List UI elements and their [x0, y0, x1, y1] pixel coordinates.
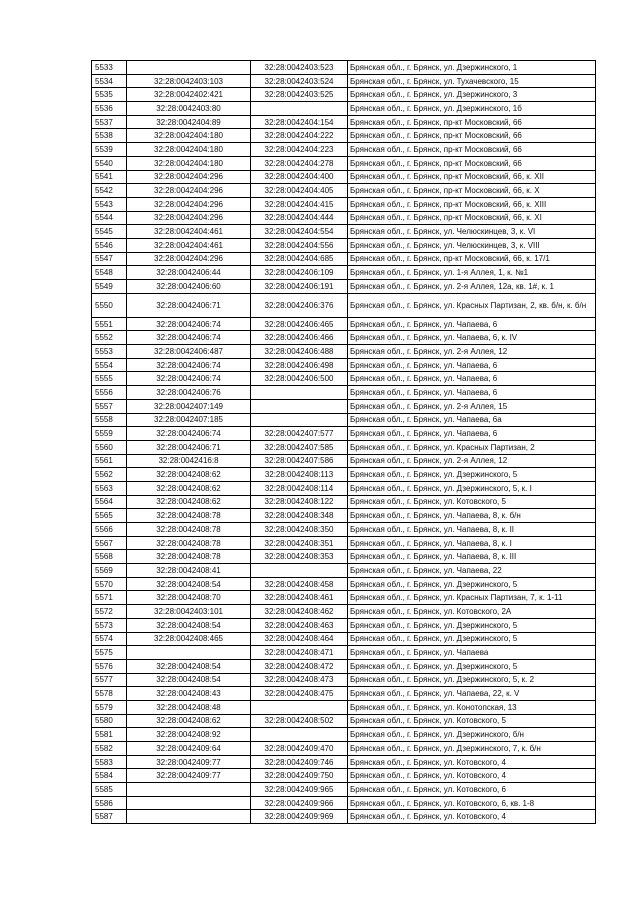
- object-cadastral-number-cell: 32:28:0042406:109: [251, 266, 348, 280]
- object-cadastral-number-cell: 32:28:0042409:470: [251, 742, 348, 756]
- table-row: [92, 755, 596, 769]
- row-number-cell: 5570: [92, 577, 127, 591]
- row-number-cell: 5557: [92, 399, 127, 413]
- land-cadastral-number-cell: 32:28:0042406:76: [127, 386, 251, 400]
- land-cadastral-number-cell: 32:28:0042408:62: [127, 481, 251, 495]
- row-number-cell: 5555: [92, 372, 127, 386]
- land-cadastral-number-cell: 32:28:0042403:80: [127, 102, 251, 116]
- row-number-cell: 5544: [92, 211, 127, 225]
- row-number-cell: 5581: [92, 728, 127, 742]
- address-cell: Брянская обл., г. Брянск, ул. Дзержинского, 5, к. 2: [348, 673, 596, 687]
- land-cadastral-number-cell: 32:28:0042402:421: [127, 88, 251, 102]
- table-row: [92, 577, 596, 591]
- land-cadastral-number-cell: 32:28:0042404:296: [127, 170, 251, 184]
- object-cadastral-number-cell: 32:28:0042403:524: [251, 74, 348, 88]
- object-cadastral-number-cell: [251, 700, 348, 714]
- row-number-cell: 5553: [92, 345, 127, 359]
- table-row: [92, 61, 596, 75]
- table-row: [92, 102, 596, 116]
- row-number-cell: 5547: [92, 252, 127, 266]
- row-number-cell: 5533: [92, 61, 127, 75]
- address-cell: Брянская обл., г. Брянск, пр-кт Московский, 66: [348, 143, 596, 157]
- table-row: [92, 399, 596, 413]
- land-cadastral-number-cell: 32:28:0042406:487: [127, 345, 251, 359]
- address-cell: Брянская обл., г. Брянск, пр-кт Московский, 66: [348, 156, 596, 170]
- object-cadastral-number-cell: 32:28:0042408:461: [251, 591, 348, 605]
- table-row: [92, 358, 596, 372]
- table-row: [92, 427, 596, 441]
- object-cadastral-number-cell: 32:28:0042408:475: [251, 687, 348, 701]
- address-cell: Брянская обл., г. Брянск, ул. 2-я Аллея, 15: [348, 399, 596, 413]
- row-number-cell: 5563: [92, 481, 127, 495]
- land-cadastral-number-cell: 32:28:0042408:70: [127, 591, 251, 605]
- row-number-cell: 5551: [92, 317, 127, 331]
- table-row: [92, 646, 596, 660]
- table-row: [92, 252, 596, 266]
- object-cadastral-number-cell: 32:28:0042408:462: [251, 605, 348, 619]
- row-number-cell: 5540: [92, 156, 127, 170]
- object-cadastral-number-cell: 32:28:0042408:353: [251, 550, 348, 564]
- land-cadastral-number-cell: 32:28:0042408:54: [127, 673, 251, 687]
- address-cell: Брянская обл., г. Брянск, ул. Котовского, 4: [348, 769, 596, 783]
- land-cadastral-number-cell: 32:28:0042406:71: [127, 440, 251, 454]
- row-number-cell: 5550: [92, 293, 127, 317]
- row-number-cell: 5536: [92, 102, 127, 116]
- table-row: [92, 74, 596, 88]
- land-cadastral-number-cell: 32:28:0042416:8: [127, 454, 251, 468]
- land-cadastral-number-cell: 32:28:0042408:62: [127, 495, 251, 509]
- object-cadastral-number-cell: 32:28:0042408:463: [251, 618, 348, 632]
- address-cell: Брянская обл., г. Брянск, ул. Чапаева, 8, к. II: [348, 523, 596, 537]
- row-number-cell: 5587: [92, 810, 127, 824]
- address-cell: Брянская обл., г. Брянск, пр-кт Московский, 66, к. XI: [348, 211, 596, 225]
- object-cadastral-number-cell: 32:28:0042408:502: [251, 714, 348, 728]
- table-row: [92, 714, 596, 728]
- table-row: [92, 700, 596, 714]
- table-row: [92, 783, 596, 797]
- table-row: [92, 372, 596, 386]
- object-cadastral-number-cell: 32:28:0042407:577: [251, 427, 348, 441]
- address-cell: Брянская обл., г. Брянск, пр-кт Московский, 66, к. XII: [348, 170, 596, 184]
- land-cadastral-number-cell: [127, 810, 251, 824]
- object-cadastral-number-cell: 32:28:0042408:113: [251, 468, 348, 482]
- object-cadastral-number-cell: 32:28:0042406:488: [251, 345, 348, 359]
- address-cell: Брянская обл., г. Брянск, ул. Конотопская, 13: [348, 700, 596, 714]
- row-number-cell: 5566: [92, 523, 127, 537]
- address-cell: Брянская обл., г. Брянск, ул. Красных Партизан, 7, к. 1-11: [348, 591, 596, 605]
- address-cell: Брянская обл., г. Брянск, ул. Дзержинского, б/н: [348, 728, 596, 742]
- row-number-cell: 5559: [92, 427, 127, 441]
- address-cell: Брянская обл., г. Брянск, ул. Чапаева, 22: [348, 564, 596, 578]
- row-number-cell: 5537: [92, 115, 127, 129]
- table-row: [92, 129, 596, 143]
- object-cadastral-number-cell: 32:28:0042406:498: [251, 358, 348, 372]
- table-row: [92, 156, 596, 170]
- object-cadastral-number-cell: 32:28:0042409:750: [251, 769, 348, 783]
- address-cell: Брянская обл., г. Брянск, ул. Дзержинского, 5: [348, 618, 596, 632]
- row-number-cell: 5580: [92, 714, 127, 728]
- object-cadastral-number-cell: 32:28:0042408:473: [251, 673, 348, 687]
- land-cadastral-number-cell: 32:28:0042408:78: [127, 509, 251, 523]
- object-cadastral-number-cell: 32:28:0042404:556: [251, 238, 348, 252]
- table-row: [92, 495, 596, 509]
- object-cadastral-number-cell: 32:28:0042409:969: [251, 810, 348, 824]
- land-cadastral-number-cell: 32:28:0042403:101: [127, 605, 251, 619]
- land-cadastral-number-cell: 32:28:0042403:103: [127, 74, 251, 88]
- row-number-cell: 5586: [92, 796, 127, 810]
- row-number-cell: 5562: [92, 468, 127, 482]
- object-cadastral-number-cell: 32:28:0042408:350: [251, 523, 348, 537]
- address-cell: Брянская обл., г. Брянск, ул. Чапаева, 6: [348, 427, 596, 441]
- row-number-cell: 5575: [92, 646, 127, 660]
- address-cell: Брянская обл., г. Брянск, ул. Дзержинского, 5: [348, 659, 596, 673]
- land-cadastral-number-cell: [127, 796, 251, 810]
- address-cell: Брянская обл., г. Брянск, ул. Чапаева, 22, к. V: [348, 687, 596, 701]
- table-row: [92, 115, 596, 129]
- land-cadastral-number-cell: 32:28:0042408:78: [127, 536, 251, 550]
- land-cadastral-number-cell: 32:28:0042408:54: [127, 618, 251, 632]
- row-number-cell: 5543: [92, 197, 127, 211]
- table-row: [92, 810, 596, 824]
- row-number-cell: 5549: [92, 280, 127, 294]
- row-number-cell: 5571: [92, 591, 127, 605]
- table-row: [92, 605, 596, 619]
- land-cadastral-number-cell: 32:28:0042408:78: [127, 523, 251, 537]
- row-number-cell: 5583: [92, 755, 127, 769]
- table-row: [92, 88, 596, 102]
- address-cell: Брянская обл., г. Брянск, ул. Чапаева, 6, к. IV: [348, 331, 596, 345]
- land-cadastral-number-cell: 32:28:0042404:296: [127, 184, 251, 198]
- object-cadastral-number-cell: 32:28:0042406:500: [251, 372, 348, 386]
- row-number-cell: 5582: [92, 742, 127, 756]
- table-row: [92, 143, 596, 157]
- address-cell: Брянская обл., г. Брянск, ул. Чапаева, 6а: [348, 413, 596, 427]
- address-cell: Брянская обл., г. Брянск, ул. Котовского, 2А: [348, 605, 596, 619]
- address-cell: Брянская обл., г. Брянск, ул. 2-я Аллея, 12: [348, 454, 596, 468]
- row-number-cell: 5573: [92, 618, 127, 632]
- object-cadastral-number-cell: 32:28:0042408:464: [251, 632, 348, 646]
- object-cadastral-number-cell: 32:28:0042408:114: [251, 481, 348, 495]
- table-row: [92, 211, 596, 225]
- object-cadastral-number-cell: 32:28:0042409:965: [251, 783, 348, 797]
- object-cadastral-number-cell: 32:28:0042403:525: [251, 88, 348, 102]
- table-row: [92, 550, 596, 564]
- table-row: [92, 280, 596, 294]
- address-cell: Брянская обл., г. Брянск, ул. Дзержинского, 5: [348, 468, 596, 482]
- table-row: [92, 618, 596, 632]
- address-cell: Брянская обл., г. Брянск, ул. Красных Партизан, 2: [348, 440, 596, 454]
- row-number-cell: 5585: [92, 783, 127, 797]
- row-number-cell: 5538: [92, 129, 127, 143]
- address-cell: Брянская обл., г. Брянск, ул. Чапаева, 6: [348, 372, 596, 386]
- row-number-cell: 5561: [92, 454, 127, 468]
- row-number-cell: 5569: [92, 564, 127, 578]
- land-cadastral-number-cell: 32:28:0042409:77: [127, 769, 251, 783]
- row-number-cell: 5578: [92, 687, 127, 701]
- table-row: [92, 481, 596, 495]
- land-cadastral-number-cell: 32:28:0042404:461: [127, 225, 251, 239]
- table-row: [92, 536, 596, 550]
- land-cadastral-number-cell: 32:28:0042408:43: [127, 687, 251, 701]
- table-row: [92, 673, 596, 687]
- object-cadastral-number-cell: 32:28:0042409:746: [251, 755, 348, 769]
- address-cell: Брянская обл., г. Брянск, ул. Дзержинского, 7, к. б/н: [348, 742, 596, 756]
- row-number-cell: 5554: [92, 358, 127, 372]
- land-cadastral-number-cell: 32:28:0042408:48: [127, 700, 251, 714]
- row-number-cell: 5541: [92, 170, 127, 184]
- table-row: [92, 331, 596, 345]
- object-cadastral-number-cell: 32:28:0042408:458: [251, 577, 348, 591]
- object-cadastral-number-cell: 32:28:0042406:465: [251, 317, 348, 331]
- row-number-cell: 5539: [92, 143, 127, 157]
- land-cadastral-number-cell: 32:28:0042404:180: [127, 143, 251, 157]
- table-row: [92, 591, 596, 605]
- land-cadastral-number-cell: 32:28:0042404:89: [127, 115, 251, 129]
- address-cell: Брянская обл., г. Брянск, ул. Дзержинского, 1б: [348, 102, 596, 116]
- table-row: [92, 468, 596, 482]
- land-cadastral-number-cell: [127, 783, 251, 797]
- object-cadastral-number-cell: [251, 102, 348, 116]
- object-cadastral-number-cell: 32:28:0042407:585: [251, 440, 348, 454]
- object-cadastral-number-cell: [251, 386, 348, 400]
- land-cadastral-number-cell: 32:28:0042404:296: [127, 211, 251, 225]
- object-cadastral-number-cell: 32:28:0042409:966: [251, 796, 348, 810]
- address-cell: Брянская обл., г. Брянск, ул. Красных Партизан, 2, кв. б/н, к. б/н: [348, 293, 596, 317]
- object-cadastral-number-cell: 32:28:0042404:415: [251, 197, 348, 211]
- row-number-cell: 5565: [92, 509, 127, 523]
- row-number-cell: 5548: [92, 266, 127, 280]
- address-cell: Брянская обл., г. Брянск, ул. Чапаева, 8, к. III: [348, 550, 596, 564]
- object-cadastral-number-cell: 32:28:0042406:466: [251, 331, 348, 345]
- table-row: [92, 632, 596, 646]
- land-cadastral-number-cell: 32:28:0042408:54: [127, 577, 251, 591]
- address-cell: Брянская обл., г. Брянск, ул. Чапаева, 6: [348, 317, 596, 331]
- object-cadastral-number-cell: 32:28:0042404:278: [251, 156, 348, 170]
- land-cadastral-number-cell: 32:28:0042408:62: [127, 714, 251, 728]
- table-row: [92, 238, 596, 252]
- land-cadastral-number-cell: 32:28:0042408:54: [127, 659, 251, 673]
- address-cell: Брянская обл., г. Брянск, ул. Дзержинского, 3: [348, 88, 596, 102]
- land-cadastral-number-cell: 32:28:0042406:71: [127, 293, 251, 317]
- cadastral-table: [91, 60, 596, 824]
- land-cadastral-number-cell: 32:28:0042406:74: [127, 427, 251, 441]
- row-number-cell: 5568: [92, 550, 127, 564]
- table-row: [92, 523, 596, 537]
- land-cadastral-number-cell: 32:28:0042408:465: [127, 632, 251, 646]
- land-cadastral-number-cell: 32:28:0042404:180: [127, 129, 251, 143]
- land-cadastral-number-cell: 32:28:0042404:180: [127, 156, 251, 170]
- table-row: [92, 225, 596, 239]
- object-cadastral-number-cell: [251, 728, 348, 742]
- land-cadastral-number-cell: 32:28:0042409:64: [127, 742, 251, 756]
- address-cell: Брянская обл., г. Брянск, ул. Котовского, 4: [348, 810, 596, 824]
- land-cadastral-number-cell: [127, 646, 251, 660]
- address-cell: Брянская обл., г. Брянск, ул. Котовского, 4: [348, 755, 596, 769]
- object-cadastral-number-cell: 32:28:0042403:523: [251, 61, 348, 75]
- address-cell: Брянская обл., г. Брянск, пр-кт Московский, 66: [348, 129, 596, 143]
- address-cell: Брянская обл., г. Брянск, ул. Чапаева, 8, к. б/н: [348, 509, 596, 523]
- land-cadastral-number-cell: 32:28:0042406:60: [127, 280, 251, 294]
- object-cadastral-number-cell: 32:28:0042404:444: [251, 211, 348, 225]
- row-number-cell: 5584: [92, 769, 127, 783]
- row-number-cell: 5556: [92, 386, 127, 400]
- land-cadastral-number-cell: 32:28:0042408:41: [127, 564, 251, 578]
- table-row: [92, 266, 596, 280]
- address-cell: Брянская обл., г. Брянск, ул. Котовского, 6: [348, 783, 596, 797]
- table-row: [92, 509, 596, 523]
- table-row: [92, 687, 596, 701]
- row-number-cell: 5577: [92, 673, 127, 687]
- address-cell: Брянская обл., г. Брянск, ул. 2-я Аллея, 12а, кв. 1#, к. 1: [348, 280, 596, 294]
- address-cell: Брянская обл., г. Брянск, ул. 1-я Аллея, 1, к. №1: [348, 266, 596, 280]
- address-cell: Брянская обл., г. Брянск, пр-кт Московский, 66, к. 17/1: [348, 252, 596, 266]
- object-cadastral-number-cell: 32:28:0042404:554: [251, 225, 348, 239]
- address-cell: Брянская обл., г. Брянск, ул. Чапаева, 8, к. I: [348, 536, 596, 550]
- address-cell: Брянская обл., г. Брянск, ул. Котовского, 6, кв. 1-8: [348, 796, 596, 810]
- table-row: [92, 796, 596, 810]
- table-row: [92, 454, 596, 468]
- land-cadastral-number-cell: 32:28:0042408:92: [127, 728, 251, 742]
- object-cadastral-number-cell: 32:28:0042407:586: [251, 454, 348, 468]
- table-row: [92, 293, 596, 317]
- table-body: [92, 61, 596, 824]
- row-number-cell: 5558: [92, 413, 127, 427]
- address-cell: Брянская обл., г. Брянск, ул. Чапаева, 6: [348, 386, 596, 400]
- row-number-cell: 5574: [92, 632, 127, 646]
- table-row: [92, 659, 596, 673]
- table-row: [92, 197, 596, 211]
- object-cadastral-number-cell: [251, 413, 348, 427]
- table-row: [92, 170, 596, 184]
- table-row: [92, 728, 596, 742]
- object-cadastral-number-cell: 32:28:0042408:122: [251, 495, 348, 509]
- row-number-cell: 5552: [92, 331, 127, 345]
- address-cell: Брянская обл., г. Брянск, ул. Котовского, 5: [348, 495, 596, 509]
- table-row: [92, 742, 596, 756]
- row-number-cell: 5546: [92, 238, 127, 252]
- row-number-cell: 5576: [92, 659, 127, 673]
- object-cadastral-number-cell: 32:28:0042404:222: [251, 129, 348, 143]
- table-row: [92, 440, 596, 454]
- object-cadastral-number-cell: 32:28:0042408:471: [251, 646, 348, 660]
- address-cell: Брянская обл., г. Брянск, ул. Котовского, 5: [348, 714, 596, 728]
- address-cell: Брянская обл., г. Брянск, ул. Тухачевского, 15: [348, 74, 596, 88]
- land-cadastral-number-cell: 32:28:0042409:77: [127, 755, 251, 769]
- table-row: [92, 769, 596, 783]
- table-row: [92, 386, 596, 400]
- land-cadastral-number-cell: 32:28:0042406:74: [127, 317, 251, 331]
- object-cadastral-number-cell: 32:28:0042404:400: [251, 170, 348, 184]
- land-cadastral-number-cell: 32:28:0042404:296: [127, 252, 251, 266]
- address-cell: Брянская обл., г. Брянск, ул. Челюскинцев, 3, к. VIII: [348, 238, 596, 252]
- table-row: [92, 345, 596, 359]
- land-cadastral-number-cell: 32:28:0042407:149: [127, 399, 251, 413]
- land-cadastral-number-cell: 32:28:0042404:461: [127, 238, 251, 252]
- address-cell: Брянская обл., г. Брянск, ул. Челюскинцев, 3, к. VI: [348, 225, 596, 239]
- row-number-cell: 5564: [92, 495, 127, 509]
- land-cadastral-number-cell: 32:28:0042406:74: [127, 331, 251, 345]
- land-cadastral-number-cell: 32:28:0042408:62: [127, 468, 251, 482]
- land-cadastral-number-cell: 32:28:0042406:44: [127, 266, 251, 280]
- table-row: [92, 317, 596, 331]
- address-cell: Брянская обл., г. Брянск, ул. Дзержинского, 5: [348, 632, 596, 646]
- object-cadastral-number-cell: 32:28:0042408:351: [251, 536, 348, 550]
- address-cell: Брянская обл., г. Брянск, ул. Чапаева, 6: [348, 358, 596, 372]
- object-cadastral-number-cell: 32:28:0042408:472: [251, 659, 348, 673]
- object-cadastral-number-cell: [251, 399, 348, 413]
- document-page: [91, 60, 596, 824]
- table-row: [92, 564, 596, 578]
- object-cadastral-number-cell: [251, 564, 348, 578]
- object-cadastral-number-cell: 32:28:0042404:154: [251, 115, 348, 129]
- row-number-cell: 5560: [92, 440, 127, 454]
- table-row: [92, 184, 596, 198]
- table-row: [92, 413, 596, 427]
- address-cell: Брянская обл., г. Брянск, пр-кт Московский, 66, к. XIII: [348, 197, 596, 211]
- row-number-cell: 5579: [92, 700, 127, 714]
- row-number-cell: 5567: [92, 536, 127, 550]
- object-cadastral-number-cell: 32:28:0042404:685: [251, 252, 348, 266]
- object-cadastral-number-cell: 32:28:0042406:191: [251, 280, 348, 294]
- address-cell: Брянская обл., г. Брянск, ул. 2-я Аллея, 12: [348, 345, 596, 359]
- land-cadastral-number-cell: 32:28:0042406:74: [127, 358, 251, 372]
- row-number-cell: 5545: [92, 225, 127, 239]
- land-cadastral-number-cell: [127, 61, 251, 75]
- row-number-cell: 5542: [92, 184, 127, 198]
- row-number-cell: 5572: [92, 605, 127, 619]
- land-cadastral-number-cell: 32:28:0042404:296: [127, 197, 251, 211]
- object-cadastral-number-cell: 32:28:0042404:405: [251, 184, 348, 198]
- object-cadastral-number-cell: 32:28:0042406:376: [251, 293, 348, 317]
- land-cadastral-number-cell: 32:28:0042408:78: [127, 550, 251, 564]
- object-cadastral-number-cell: 32:28:0042408:348: [251, 509, 348, 523]
- row-number-cell: 5535: [92, 88, 127, 102]
- address-cell: Брянская обл., г. Брянск, пр-кт Московский, 66, к. X: [348, 184, 596, 198]
- object-cadastral-number-cell: 32:28:0042404:223: [251, 143, 348, 157]
- row-number-cell: 5534: [92, 74, 127, 88]
- address-cell: Брянская обл., г. Брянск, ул. Чапаева: [348, 646, 596, 660]
- land-cadastral-number-cell: 32:28:0042407:185: [127, 413, 251, 427]
- address-cell: Брянская обл., г. Брянск, пр-кт Московский, 66: [348, 115, 596, 129]
- address-cell: Брянская обл., г. Брянск, ул. Дзержинского, 5, к. I: [348, 481, 596, 495]
- address-cell: Брянская обл., г. Брянск, ул. Дзержинского, 5: [348, 577, 596, 591]
- land-cadastral-number-cell: 32:28:0042406:74: [127, 372, 251, 386]
- address-cell: Брянская обл., г. Брянск, ул. Дзержинского, 1: [348, 61, 596, 75]
